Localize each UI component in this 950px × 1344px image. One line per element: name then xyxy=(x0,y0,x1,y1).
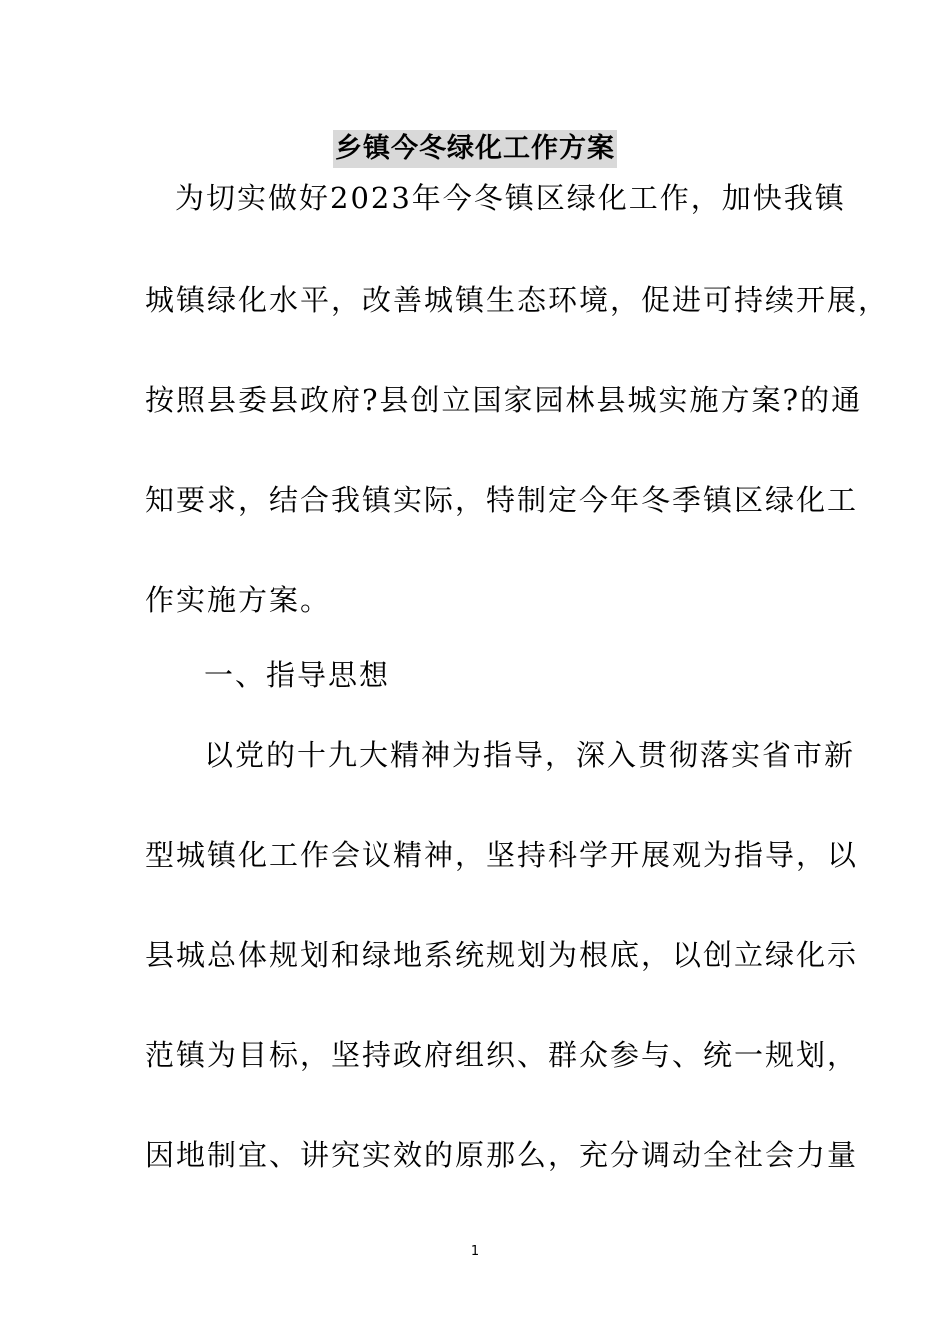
paragraph-line: 范镇为目标，坚持政府组织、群众参与、统一规划， xyxy=(145,1038,859,1072)
paragraph-line: 作实施方案。 xyxy=(145,583,332,617)
paragraph-line: 型城镇化工作会议精神，坚持科学开展观为指导，以 xyxy=(145,838,859,872)
document-title: 乡镇今冬绿化工作方案 xyxy=(333,130,617,168)
paragraph-line: 以党的十九大精神为指导，深入贯彻落实省市新 xyxy=(204,738,856,772)
paragraph-line: 知要求，结合我镇实际，特制定今年冬季镇区绿化工 xyxy=(145,483,859,517)
title-container xyxy=(0,130,950,168)
page-number: 1 xyxy=(470,1244,480,1259)
section-heading: 一、指导思想 xyxy=(204,658,391,692)
paragraph-line: 为切实做好2023年今冬镇区绿化工作，加快我镇 xyxy=(175,181,846,215)
paragraph-line: 按照县委县政府?县创立国家园林县城实施方案?的通 xyxy=(145,383,863,417)
paragraph-line: 因地制宜、讲究实效的原那么，充分调动全社会力量 xyxy=(145,1138,859,1172)
paragraph-line: 城镇绿化水平，改善城镇生态环境，促进可持续开展， xyxy=(145,283,890,317)
paragraph-line: 县城总体规划和绿地系统规划为根底，以创立绿化示 xyxy=(145,938,859,972)
